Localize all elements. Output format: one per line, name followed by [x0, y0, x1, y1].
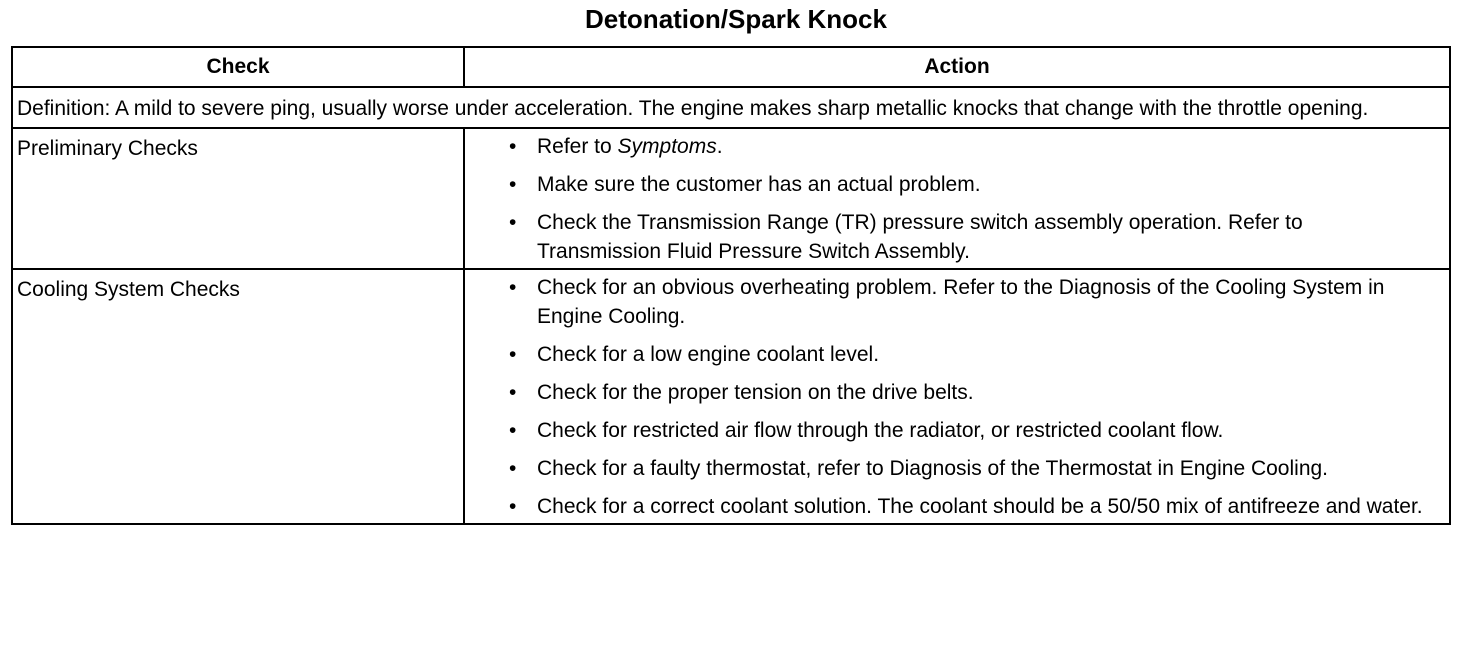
action-text: Make sure the customer has an actual problem. [537, 173, 981, 196]
bullet-icon: • [509, 457, 517, 480]
bullet-icon: • [509, 381, 517, 404]
bullet-icon: • [509, 419, 517, 442]
action-text: Check for an obvious overheating problem. Refer to the Diagnosis of the Cooling System in Engine Cooling. [537, 276, 1385, 328]
action-text: Check for the proper tension on the drive belts. [537, 381, 974, 404]
check-column-header: Check [12, 47, 464, 87]
action-text-suffix: . [716, 135, 723, 158]
action-item [509, 273, 1429, 331]
action-item [509, 208, 1429, 266]
action-item [509, 416, 1429, 445]
symptoms-reference: Symptoms [617, 135, 717, 158]
action-text: Check for a low engine coolant level. [537, 343, 880, 366]
action-list [509, 273, 1429, 521]
definition-text: Definition: A mild to severe ping, usually worse under acceleration. The engine makes sharp metallic knocks that change with the throttle opening. [12, 87, 1450, 128]
action-text: Check for restricted air flow through the radiator, or restricted coolant flow. [537, 419, 1224, 442]
page-title: Detonation/Spark Knock [585, 4, 887, 34]
action-text: Check the Transmission Range (TR) pressure switch assembly operation. Refer to Transmission Fluid Pressure Switch Assembly. [537, 211, 1303, 263]
table-header-row [12, 47, 1450, 87]
action-cell [464, 128, 1450, 269]
action-item [509, 492, 1429, 521]
bullet-icon: • [509, 211, 517, 234]
action-column-header: Action [464, 47, 1450, 87]
action-item [509, 378, 1429, 407]
definition-row [12, 87, 1450, 128]
action-item [509, 340, 1429, 369]
action-text: Refer to [537, 135, 618, 158]
bullet-icon: • [509, 135, 517, 158]
bullet-icon: • [509, 495, 517, 518]
action-text: Check for a correct coolant solution. The coolant should be a 50/50 mix of antifreeze and water. [537, 495, 1423, 518]
bullet-icon: • [509, 276, 517, 299]
action-text: Check for a faulty thermostat, refer to Diagnosis of the Thermostat in Engine Cooling. [537, 457, 1329, 480]
bullet-icon: • [509, 173, 517, 196]
check-cell: Preliminary Checks [12, 128, 464, 269]
table-row [12, 128, 1450, 269]
diagnostic-table [11, 46, 1451, 525]
table-row [12, 269, 1450, 524]
bullet-icon: • [509, 343, 517, 366]
action-cell [464, 269, 1450, 524]
action-list [509, 132, 1429, 266]
action-item [509, 454, 1429, 483]
action-item [509, 170, 1429, 199]
action-item [509, 132, 1429, 161]
check-cell: Cooling System Checks [12, 269, 464, 524]
